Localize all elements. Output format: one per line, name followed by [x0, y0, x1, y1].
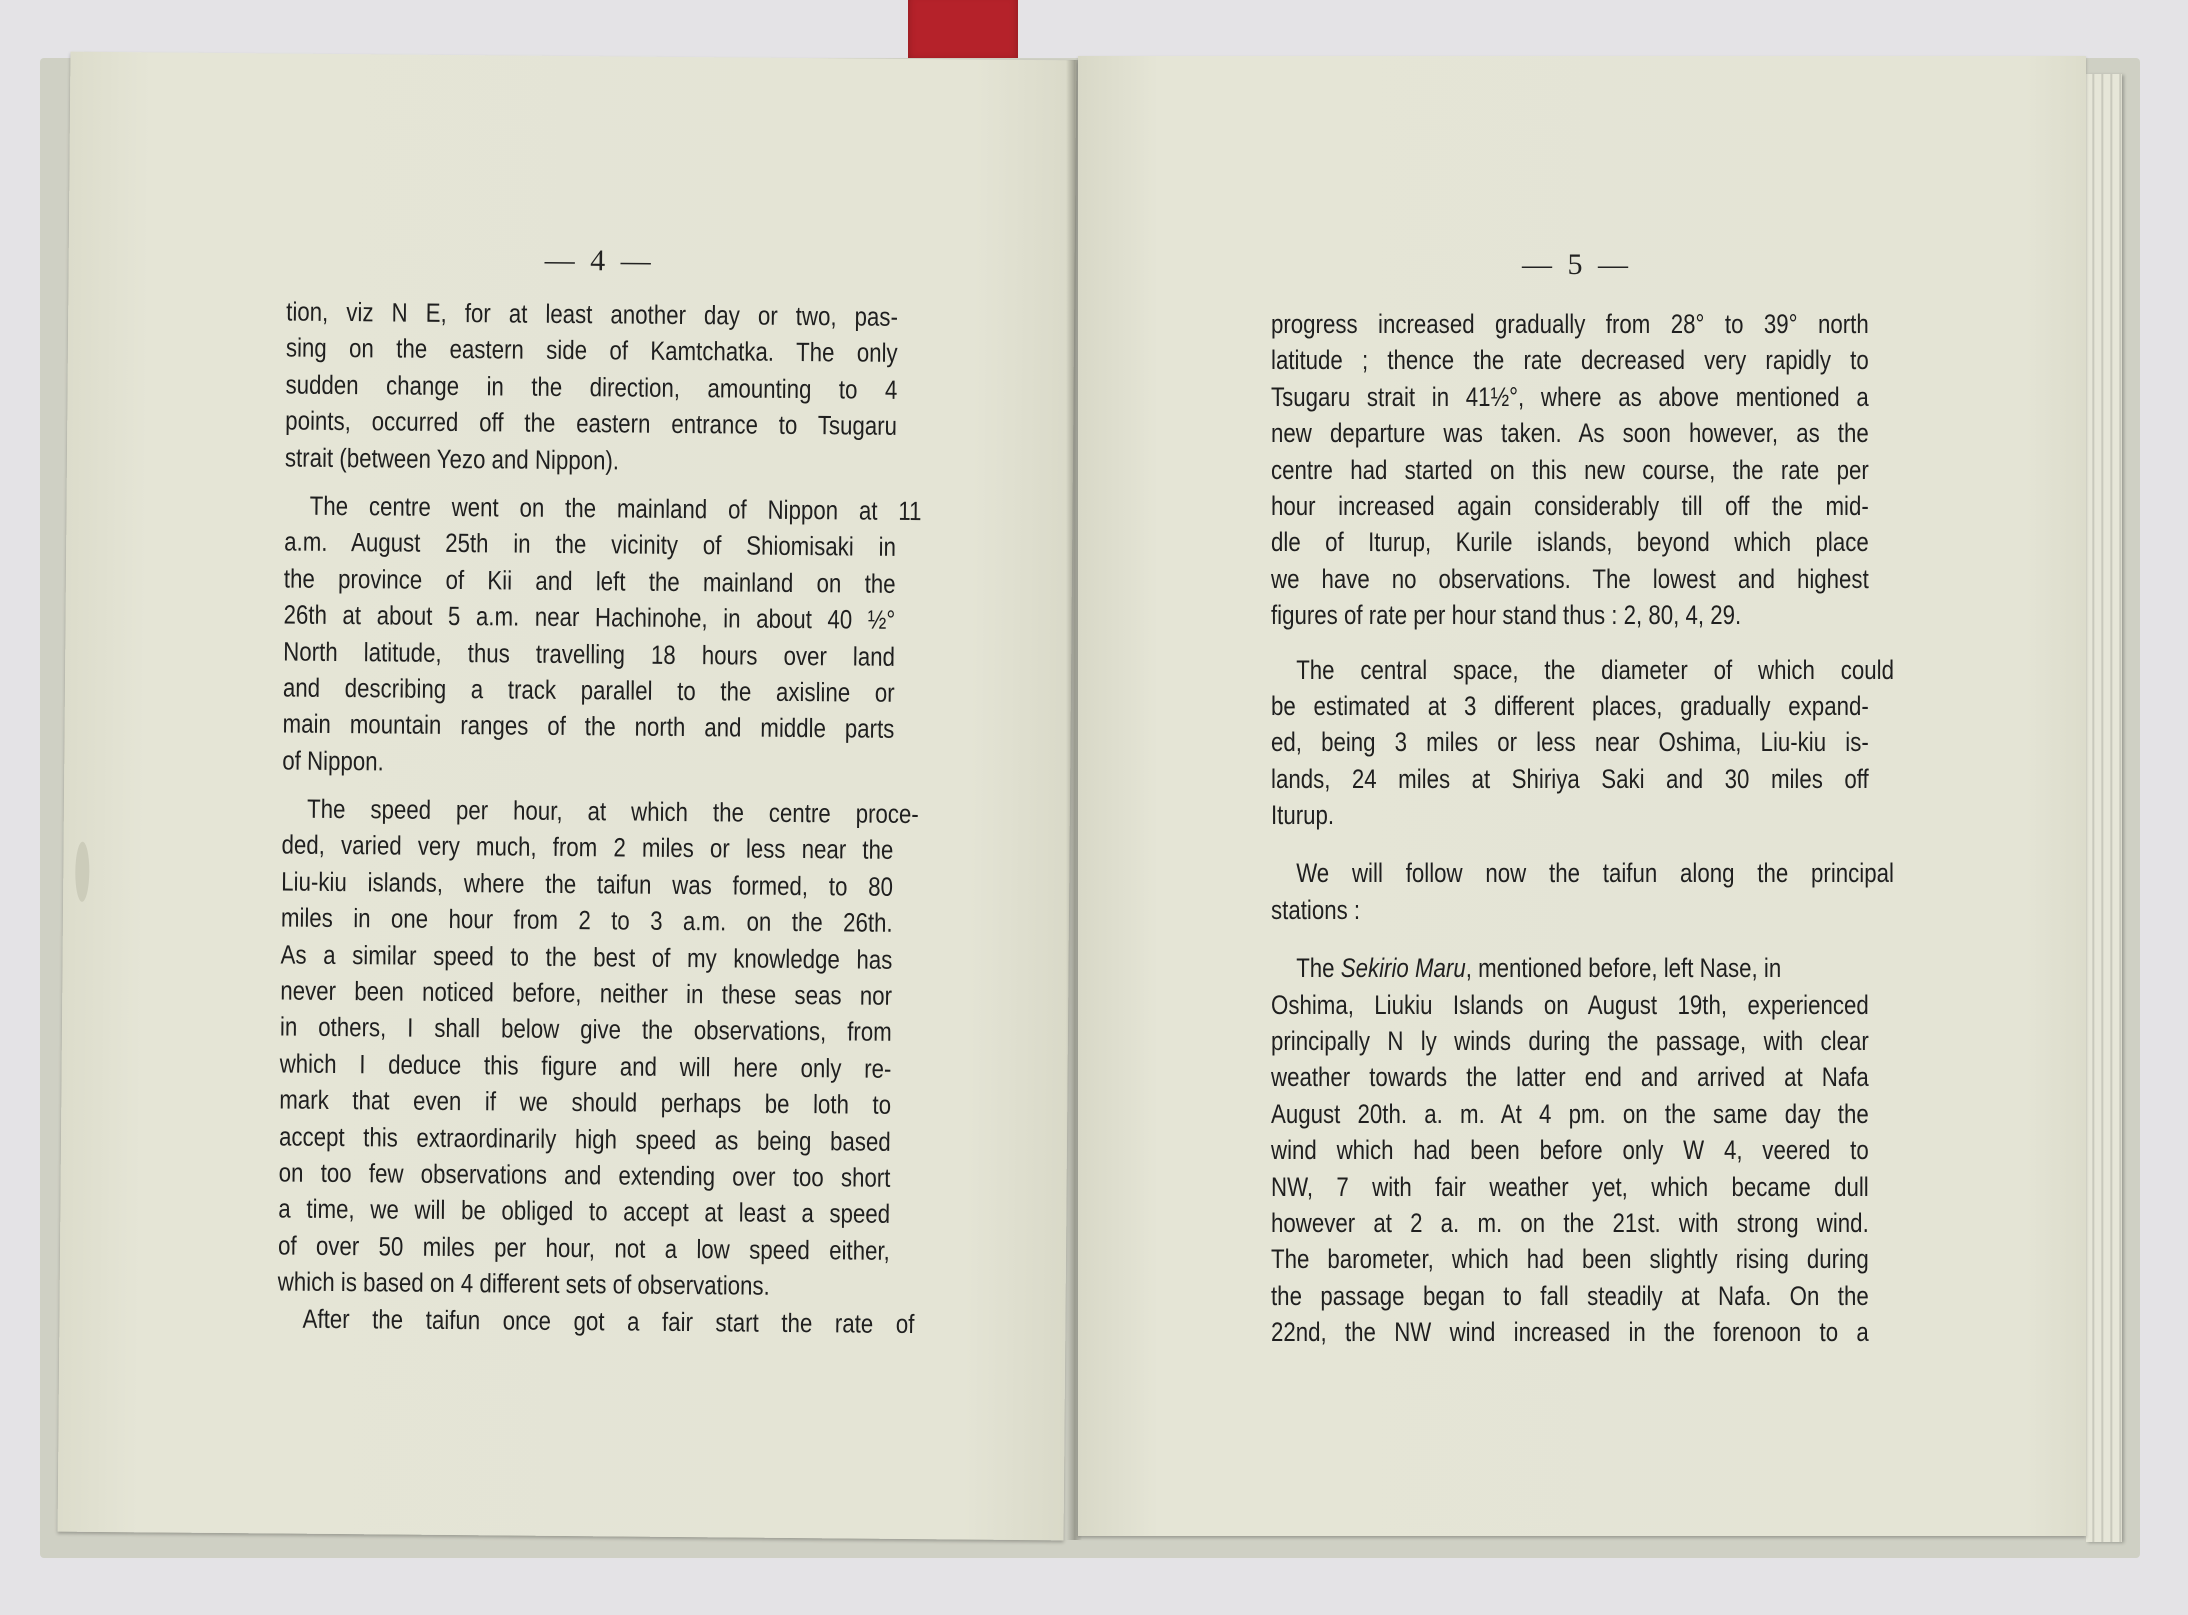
text-line: The barometer, which had been slightly rising during	[1271, 1244, 1869, 1275]
bookmark-ribbon	[908, 0, 1018, 66]
text-line: The central space, the diameter of which could	[1296, 654, 1894, 685]
text-fragment: , mentioned before, left Nase, in	[1465, 953, 1782, 984]
text-line: progress increased gradually from 28° to 39° north	[1271, 309, 1869, 339]
text-line: lands, 24 miles at Shiriya Saki and 30 miles off	[1271, 763, 1869, 794]
page-number-right: — 5 —	[1522, 248, 1632, 281]
text-line: which I deduce this figure and will here only re-	[279, 1048, 892, 1084]
text-line: of over 50 miles per hour, not a low speed either,	[277, 1230, 890, 1266]
text-line: The speed per hour, at which the centre proce-	[306, 793, 919, 830]
text-line: sudden change in the direction, amounting to 4	[285, 369, 898, 405]
text-line: 26th at about 5 a.m. near Hachinohe, in about 40 ½°	[283, 599, 896, 635]
text-line: ded, varied very much, from 2 miles or less near the	[281, 829, 894, 866]
text-line: After the taifun once got a fair start the rate of	[302, 1303, 915, 1339]
text-line: We will follow now the taifun along the principal	[1296, 858, 1894, 889]
text-fragment: The	[1296, 953, 1335, 984]
text-line: on too few observations and extending over too short	[278, 1157, 891, 1193]
text-line: hour increased again considerably till off the mid-	[1271, 490, 1869, 521]
text-line: we have no observations. The lowest and highest	[1271, 563, 1869, 594]
text-line: in others, I shall below give the observations, from	[279, 1011, 892, 1048]
text-line: Liu-kiu islands, where the taifun was formed, to 80	[281, 866, 894, 902]
text-line: which is based on 4 different sets of observations.	[277, 1266, 770, 1301]
text-line: The centre went on the mainland of Nippon at 11	[309, 490, 922, 527]
text-line: strait (between Yezo and Nippon).	[284, 442, 620, 476]
page-stain	[75, 842, 90, 902]
text-line: August 20th. a. m. At 4 pm. on the same day the	[1271, 1098, 1869, 1129]
text-line: a.m. August 25th in the vicinity of Shiomisaki in	[284, 526, 897, 563]
left-page	[58, 52, 1077, 1541]
left-page-text	[277, 294, 922, 1342]
text-line: however at 2 a. m. on the 21st. with strong wind.	[1271, 1207, 1869, 1238]
text-line: stations :	[1271, 894, 1361, 925]
text-line: weather towards the latter end and arrived at Nafa	[1271, 1062, 1869, 1093]
text-line: figures of rate per hour stand thus : 2, 80, 4, 29.	[1271, 600, 1742, 631]
page-number-left: — 4 —	[544, 243, 655, 278]
text-line: wind which had been before only W 4, veered to	[1271, 1135, 1869, 1166]
text-line: miles in one hour from 2 to 3 a.m. on the 26th.	[280, 902, 893, 939]
text-line: sing on the eastern side of Kamtchatka. The only	[285, 332, 898, 369]
text-line: principally N ly winds during the passage, with clear	[1271, 1026, 1869, 1057]
text-line-mixed	[1271, 950, 1894, 986]
text-line: North latitude, thus travelling 18 hours over land	[283, 636, 896, 672]
text-line: As a similar speed to the best of my knowledge has	[280, 939, 893, 975]
text-line: main mountain ranges of the north and middle parts	[282, 708, 895, 745]
text-line: points, occurred off the eastern entrance to Tsugaru	[285, 405, 898, 442]
text-line: the province of Kii and left the mainland on the	[283, 563, 896, 599]
text-line: ed, being 3 miles or less near Oshima, Liu-kiu is-	[1271, 727, 1869, 758]
text-line: NW, 7 with fair weather yet, which became dull	[1271, 1171, 1869, 1202]
text-line: Iturup.	[1271, 800, 1335, 831]
right-page-text	[1271, 306, 1894, 1351]
text-line: latitude ; thence the rate decreased very rapidly to	[1271, 345, 1869, 376]
text-line: Oshima, Liukiu Islands on August 19th, experienced	[1271, 989, 1869, 1020]
text-line: new departure was taken. As soon however, as the	[1271, 418, 1869, 449]
text-line: tion, viz N E, for at least another day or two, pas-	[286, 296, 899, 332]
page-edges	[2086, 74, 2122, 1542]
ship-name: Sekirio Maru	[1340, 953, 1466, 984]
text-line: 22nd, the NW wind increased in the forenoon to a	[1271, 1317, 1869, 1348]
text-line: never been noticed before, neither in these seas nor	[280, 975, 893, 1011]
text-line: centre had started on this new course, the rate per	[1271, 454, 1869, 485]
text-line: of Nippon.	[282, 745, 384, 777]
text-line: Tsugaru strait in 41½°, where as above mentioned a	[1271, 381, 1869, 412]
text-line: mark that even if we should perhaps be loth to	[279, 1084, 892, 1121]
right-page	[1078, 56, 2086, 1536]
text-line: dle of Iturup, Kurile islands, beyond which place	[1271, 527, 1869, 558]
text-line: accept this extraordinarily high speed as being based	[278, 1121, 891, 1157]
text-line: the passage began to fall steadily at Nafa. On the	[1271, 1280, 1869, 1311]
text-line: a time, we will be obliged to accept at least a speed	[278, 1193, 891, 1230]
text-line: and describing a track parallel to the axisline or	[282, 672, 895, 708]
text-line: be estimated at 3 different places, gradually expand-	[1271, 690, 1869, 721]
